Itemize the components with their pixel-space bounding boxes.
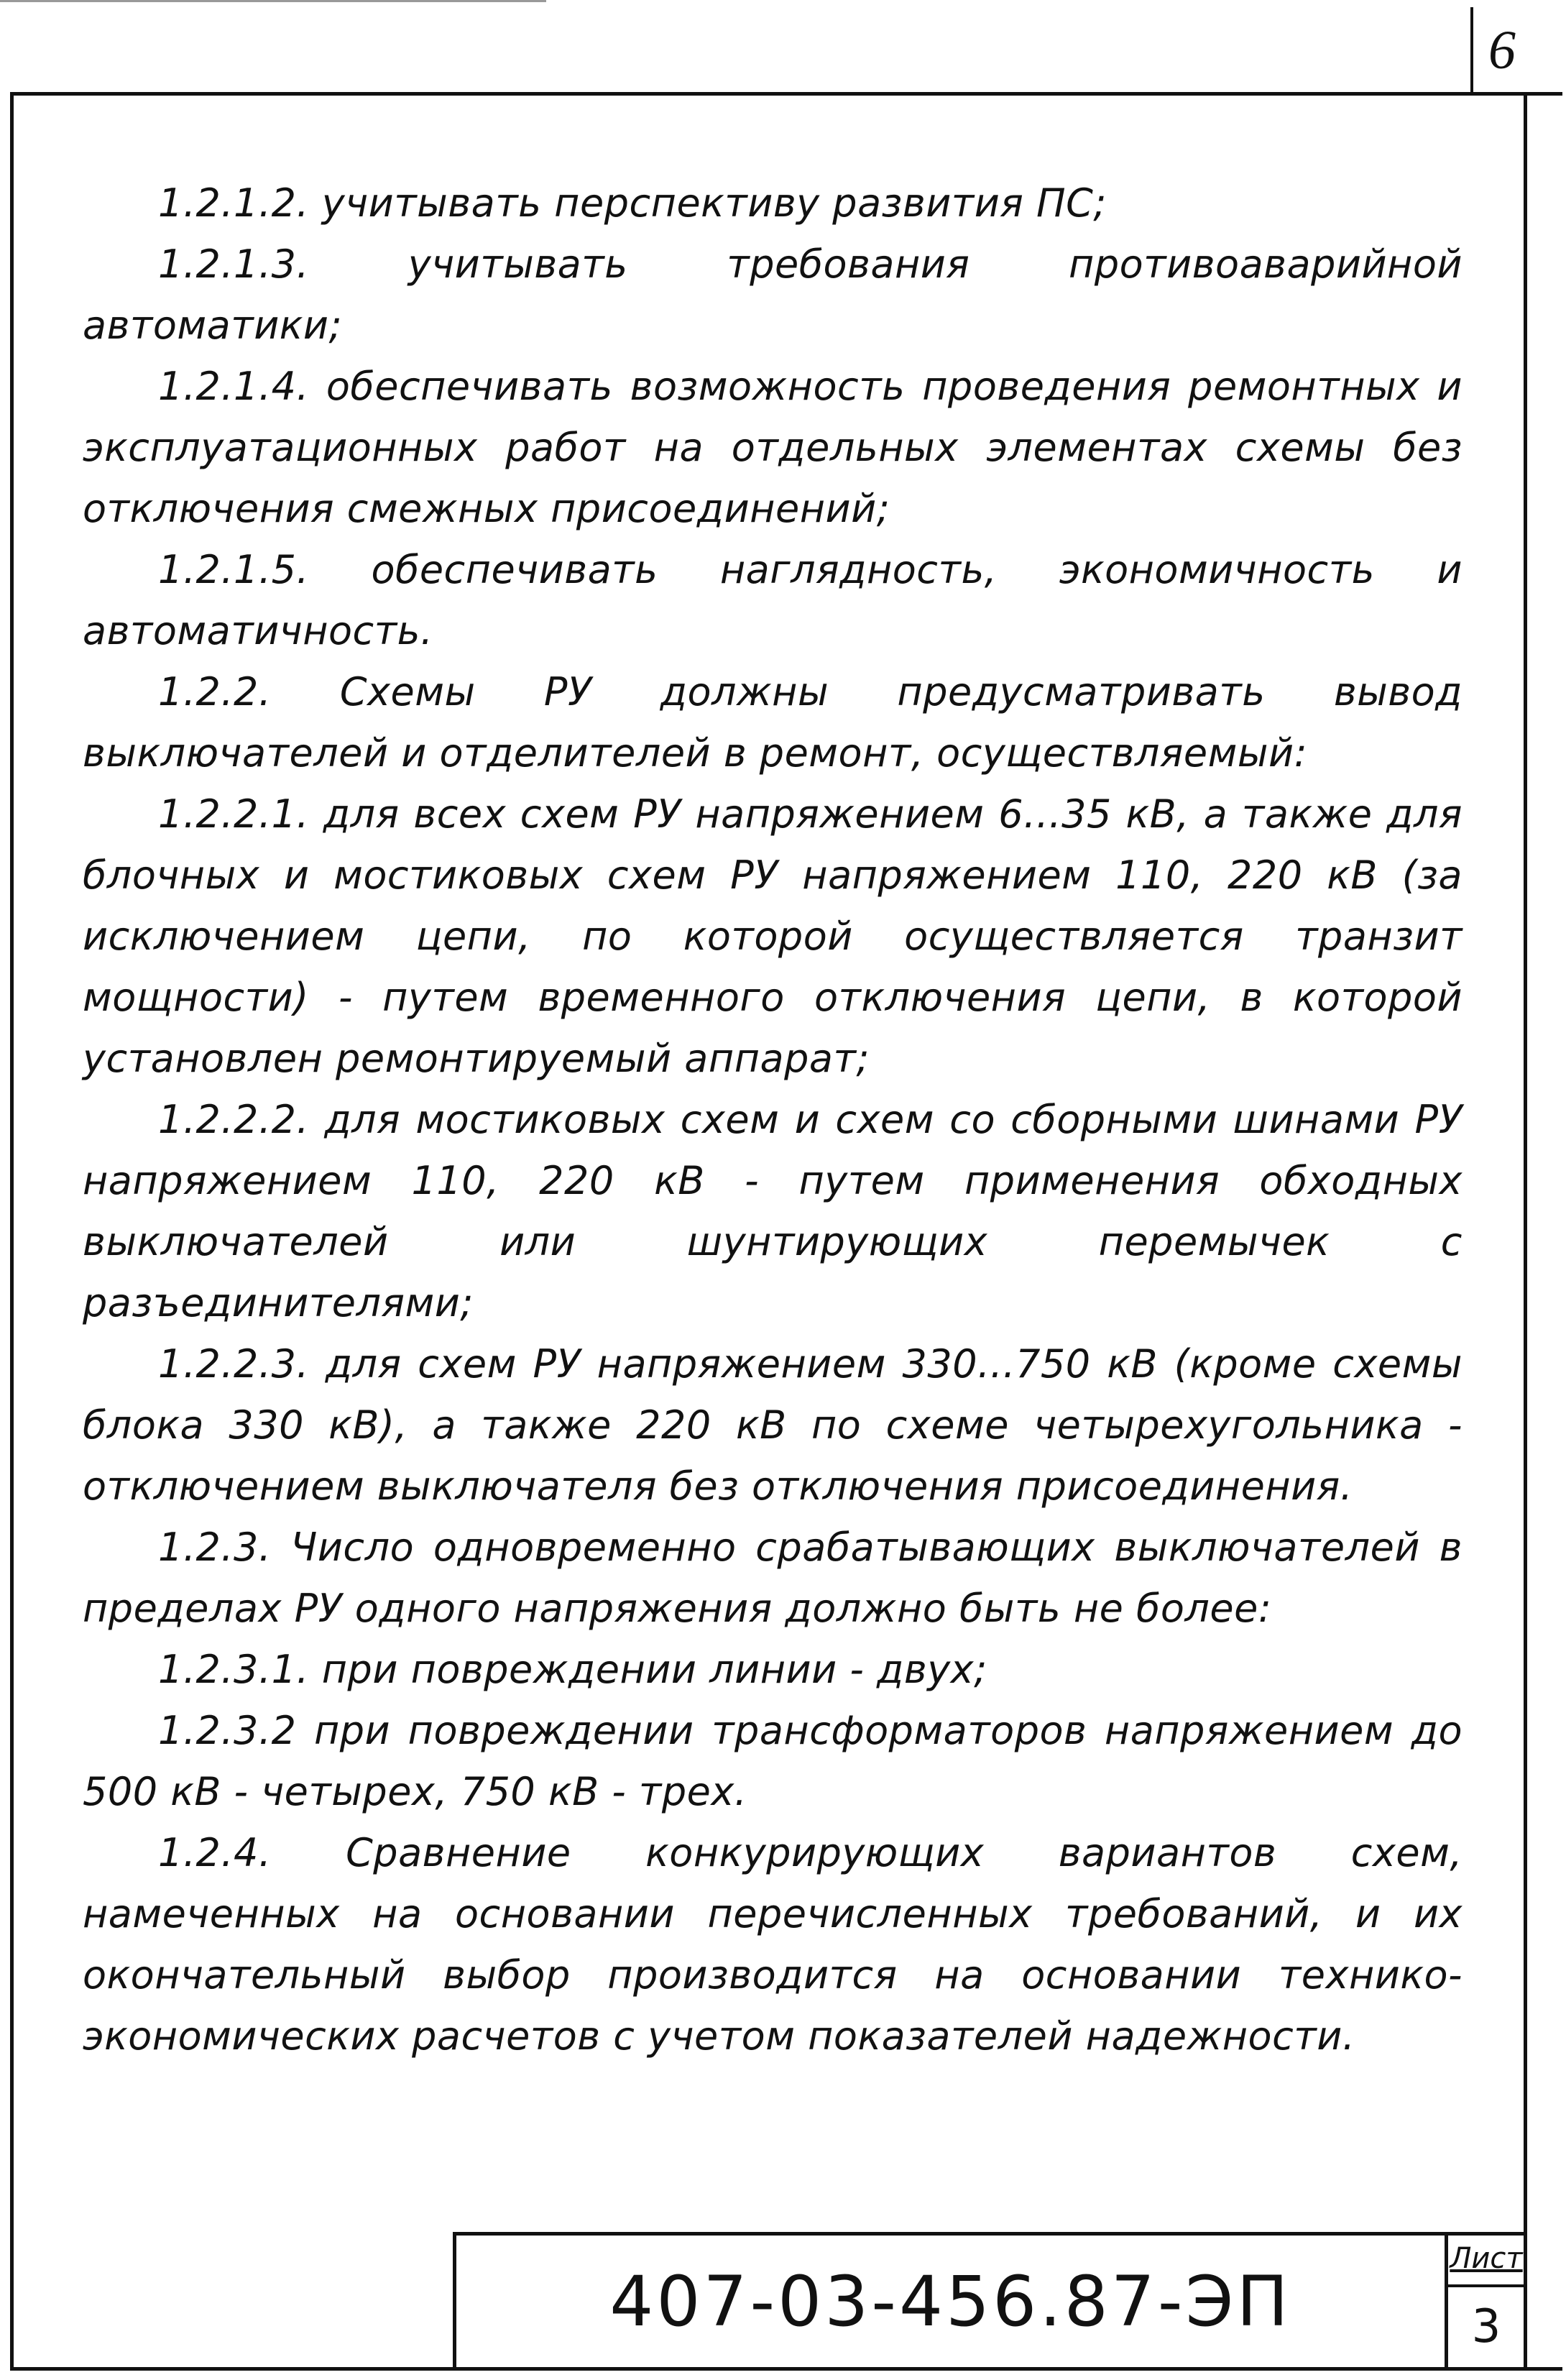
sheet-label: Лист: [1450, 2242, 1523, 2275]
paragraph-1-2-1-4: 1.2.1.4. обеспечивать возможность проведения ремонтных и эксплуатационных работ на отдельных элементах схемы без отключения смежных присоединений;: [83, 364, 1463, 531]
title-block-left-border: [453, 2232, 456, 2368]
paragraph-1-2-2: 1.2.2. Схемы РУ должны предусматривать вывод выключателей и отделителей в ремонт, осуществляемый:: [83, 669, 1463, 776]
body-text: [83, 173, 1463, 2067]
paragraph-1-2-2-3: 1.2.2.3. для схем РУ напряжением 330...750 кВ (кроме схемы блока 330 кВ), а также 220 кВ по схеме четырехугольника - отключением выключателя без отключения присоединения.: [83, 1341, 1463, 1509]
paragraph-1-2-1-5: 1.2.1.5. обеспечивать наглядность, экономичность и автоматичность.: [83, 547, 1463, 653]
paragraph-1-2-2-2: 1.2.2.2. для мостиковых схем и схем со сборными шинами РУ напряжением 110, 220 кВ - путем применения обходных выключателей или шунтирующих перемычек с разъединителями;: [83, 1097, 1463, 1325]
title-block-sheet-divider: [1445, 2232, 1448, 2368]
frame-bottom-border: [10, 2367, 1562, 2371]
sheet-number: 3: [1471, 2300, 1501, 2353]
document-code: 407-03-456.87-ЭП: [609, 2261, 1291, 2342]
title-block-top-border: [453, 2232, 1527, 2236]
page-number: 6: [1488, 20, 1516, 81]
frame-left-border: [10, 92, 14, 2371]
paragraph-1-2-3-2: 1.2.3.2 при повреждении трансформаторов напряжением до 500 кВ - четырех, 750 кВ - трех.: [83, 1708, 1463, 1814]
frame-right-border: [1524, 92, 1527, 2371]
frame-top-border: [10, 92, 1562, 96]
paragraph-1-2-1-3: 1.2.1.3. учитывать требования противоаварийной автоматики;: [83, 242, 1463, 348]
paragraph-1-2-2-1: 1.2.2.1. для всех схем РУ напряжением 6...35 кВ, а также для блочных и мостиковых схем РУ напряжением 110, 220 кВ (за исключением цепи, по которой осуществляется транзит мощности) - путем временного отключения цепи, в которой установлен ремонтируемый аппарат;: [83, 791, 1463, 1081]
top-edge-mark: [0, 0, 546, 2]
page-number-divider: [1470, 7, 1473, 93]
paragraph-1-2-3-1: 1.2.3.1. при повреждении линии - двух;: [158, 1647, 987, 1692]
sheet-cell-divider: [1445, 2284, 1525, 2287]
paragraph-1-2-3: 1.2.3. Число одновременно срабатывающих выключателей в пределах РУ одного напряжения должно быть не более:: [83, 1525, 1463, 1631]
paragraph-1-2-1-2: 1.2.1.2. учитывать перспективу развития ПС;: [158, 180, 1107, 226]
paragraph-1-2-4: 1.2.4. Сравнение конкурирующих вариантов схем, намеченных на основании перечисленных требований, и их окончательный выбор производится на основании технико-экономических расчетов с учетом показателей надежности.: [83, 1830, 1463, 2059]
